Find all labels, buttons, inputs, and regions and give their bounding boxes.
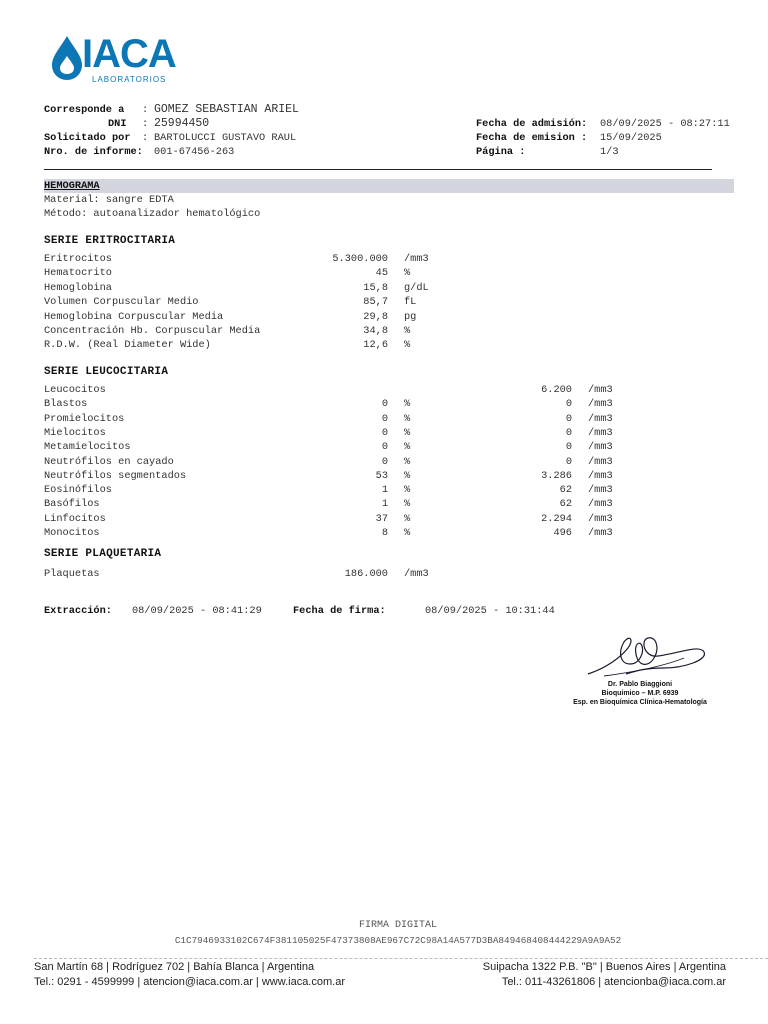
leuco-abs-unit: /mm3 — [588, 512, 613, 525]
plaq-section-title: SERIE PLAQUETARIA — [44, 548, 162, 560]
digital-signature-hash: C1C7946933102C674F381105025F47373808AE967C72C98A14A577D3BA849468408444229A9A9A52 — [174, 935, 622, 946]
leuco-name: Blastos — [44, 398, 88, 411]
footer-right-address: Suipacha 1322 P.B. "B" | Buenos Aires | Argentina — [482, 961, 726, 973]
eritro-section-title: SERIE ERITROCITARIA — [44, 235, 176, 247]
leuco-abs-unit: /mm3 — [588, 469, 613, 482]
extraction-value: 08/09/2025 - 08:41:29 — [132, 605, 262, 617]
report-number-value: 001-67456-263 — [154, 146, 235, 158]
eritro-value: 29,8 — [363, 310, 388, 323]
leuco-abs: 3.286 — [541, 469, 572, 482]
eritro-unit: % — [404, 325, 411, 337]
leuco-abs: 62 — [559, 484, 572, 497]
admission-value: 08/09/2025 - 08:27:11 — [600, 118, 730, 130]
leuco-row — [0, 384, 768, 398]
eritro-unit: % — [404, 267, 411, 280]
leuco-pct-unit: % — [404, 398, 411, 411]
footer-right-contact: Tel.: 011-43261806 | atencionba@iaca.com.ar — [501, 976, 726, 988]
leuco-abs: 0 — [565, 412, 572, 425]
leuco-row — [0, 441, 768, 455]
signer-specialty: Esp. en Bioquímica Clínica-Hematología — [573, 699, 707, 706]
eritro-row — [0, 311, 768, 325]
leuco-name: Monocitos — [44, 527, 100, 539]
leuco-name: Eosinófilos — [44, 484, 112, 497]
logo-subtitle: LABORATORIOS — [92, 75, 167, 84]
eritro-value: 85,7 — [363, 296, 388, 309]
eritro-unit: g/dL — [404, 281, 429, 294]
eritro-value: 15,8 — [363, 281, 388, 294]
requested-value: BARTOLUCCI GUSTAVO RAUL — [154, 132, 297, 144]
leuco-abs-unit: /mm3 — [588, 426, 613, 439]
leuco-name: Neutrófilos en cayado — [44, 455, 174, 468]
dni-value: 25994450 — [154, 117, 210, 130]
digital-signature-label: FIRMA DIGITAL — [358, 920, 437, 931]
eritro-name: Eritrocitos — [44, 253, 112, 265]
plaq-unit: /mm3 — [404, 568, 429, 580]
footer-divider — [34, 958, 768, 959]
admission-label: Fecha de admisión: — [476, 118, 588, 130]
leuco-row — [0, 513, 768, 527]
eritro-row — [0, 296, 768, 310]
eritro-unit: % — [404, 339, 411, 352]
drop-logo-icon — [50, 34, 84, 82]
leuco-pct: 8 — [381, 527, 388, 539]
eritro-value: 45 — [375, 267, 388, 280]
leuco-abs-unit: /mm3 — [588, 412, 613, 425]
leuco-abs-unit: /mm3 — [588, 441, 613, 454]
study-material: Material: sangre EDTA — [44, 194, 174, 206]
leuco-name: Metamielocitos — [44, 441, 131, 454]
leuco-row — [0, 398, 768, 412]
leuco-pct-unit: % — [404, 484, 411, 497]
eritro-name: Hemoglobina Corpuscular Media — [44, 310, 224, 323]
leuco-pct-unit: % — [404, 498, 411, 511]
page-label: Página : — [476, 146, 526, 158]
leuco-pct: 0 — [381, 398, 388, 411]
leuco-name: Leucocitos — [44, 384, 106, 396]
leuco-name: Promielocitos — [44, 412, 125, 425]
leuco-row — [0, 427, 768, 441]
study-title: HEMOGRAMA — [44, 180, 100, 192]
leuco-row — [0, 456, 768, 470]
signer-name: Dr. Pablo Biaggioni — [607, 681, 673, 688]
eritro-value: 5.300.000 — [332, 253, 388, 265]
leuco-name: Mielocitos — [44, 426, 106, 439]
leuco-abs: 0 — [565, 398, 572, 411]
leuco-pct-unit: % — [404, 412, 411, 425]
leuco-row — [0, 470, 768, 484]
leuco-row — [0, 484, 768, 498]
eritro-row — [0, 253, 768, 267]
leuco-pct: 53 — [375, 469, 388, 482]
emission-label: Fecha de emision : — [476, 132, 588, 144]
eritro-unit: fL — [404, 296, 417, 309]
plaq-value: 186.000 — [344, 568, 388, 580]
leuco-abs-unit: /mm3 — [588, 484, 613, 497]
leuco-pct: 1 — [381, 484, 388, 497]
leuco-pct: 37 — [375, 512, 388, 525]
dni-label: DNI — [108, 118, 127, 130]
extraction-label: Extracción: — [44, 605, 112, 617]
leuco-pct-unit: % — [404, 527, 411, 539]
leuco-pct: 0 — [381, 426, 388, 439]
leuco-abs: 496 — [553, 527, 572, 539]
requested-label: Solicitado por — [44, 132, 131, 144]
leuco-name: Basófilos — [44, 498, 100, 511]
study-band — [44, 179, 734, 193]
eritro-name: Hemoglobina — [44, 281, 112, 294]
leuco-row — [0, 413, 768, 427]
leuco-abs-unit: /mm3 — [588, 384, 613, 396]
patient-name: GOMEZ SEBASTIAN ARIEL — [154, 103, 299, 116]
leuco-abs: 0 — [565, 455, 572, 468]
report-number-label: Nro. de informe: — [44, 146, 143, 158]
leuco-row — [0, 498, 768, 512]
eritro-name: Concentración Hb. Corpuscular Media — [44, 325, 261, 337]
leuco-section-title: SERIE LEUCOCITARIA — [44, 366, 169, 378]
sign-date-label: Fecha de firma: — [293, 605, 386, 617]
page-value: 1/3 — [600, 146, 619, 158]
leuco-name: Neutrófilos segmentados — [44, 469, 187, 482]
emission-value: 15/09/2025 — [600, 132, 662, 144]
eritro-name: R.D.W. (Real Diameter Wide) — [44, 339, 211, 352]
study-method: Método: autoanalizador hematológico — [44, 208, 261, 220]
leuco-pct-unit: % — [404, 469, 411, 482]
handwritten-signature — [584, 628, 714, 680]
leuco-abs: 2.294 — [541, 512, 572, 525]
eritro-name: Volumen Corpuscular Medio — [44, 296, 199, 309]
eritro-row — [0, 282, 768, 296]
leuco-pct-unit: % — [404, 455, 411, 468]
leuco-row — [0, 527, 768, 541]
leuco-pct-unit: % — [404, 426, 411, 439]
eritro-value: 12,6 — [363, 339, 388, 352]
leuco-pct: 0 — [381, 412, 388, 425]
leuco-abs-unit: /mm3 — [588, 455, 613, 468]
eritro-unit: pg — [404, 310, 417, 323]
footer-left-address: San Martín 68 | Rodríguez 702 | Bahía Blanca | Argentina — [34, 961, 315, 973]
leuco-name: Linfocitos — [44, 512, 106, 525]
leuco-pct: 0 — [381, 455, 388, 468]
plaq-name: Plaquetas — [44, 568, 100, 580]
signer-title: Bioquímico – M.P. 6939 — [601, 690, 679, 697]
eritro-row — [0, 325, 768, 339]
leuco-abs: 6.200 — [541, 384, 572, 396]
logo-wordmark: IACA — [82, 32, 176, 76]
leuco-pct: 1 — [381, 498, 388, 511]
leuco-pct: 0 — [381, 441, 388, 454]
leuco-abs-unit: /mm3 — [588, 527, 613, 539]
eritro-unit: /mm3 — [404, 253, 429, 265]
patient-label: Corresponde a — [44, 104, 125, 116]
eritro-row — [0, 267, 768, 281]
leuco-abs: 0 — [565, 441, 572, 454]
iaca-logo — [50, 30, 200, 88]
eritro-row — [0, 339, 768, 353]
leuco-abs: 62 — [559, 498, 572, 511]
footer-left-contact: Tel.: 0291 - 4599999 | atencion@iaca.com.ar | www.iaca.com.ar — [34, 976, 345, 988]
leuco-pct-unit: % — [404, 441, 411, 454]
leuco-abs-unit: /mm3 — [588, 398, 613, 411]
eritro-value: 34,8 — [363, 325, 388, 337]
leuco-abs-unit: /mm3 — [588, 498, 613, 511]
eritro-name: Hematocrito — [44, 267, 112, 280]
header-divider — [44, 169, 712, 170]
leuco-abs: 0 — [565, 426, 572, 439]
leuco-pct-unit: % — [404, 512, 411, 525]
sign-date-value: 08/09/2025 - 10:31:44 — [425, 605, 555, 617]
